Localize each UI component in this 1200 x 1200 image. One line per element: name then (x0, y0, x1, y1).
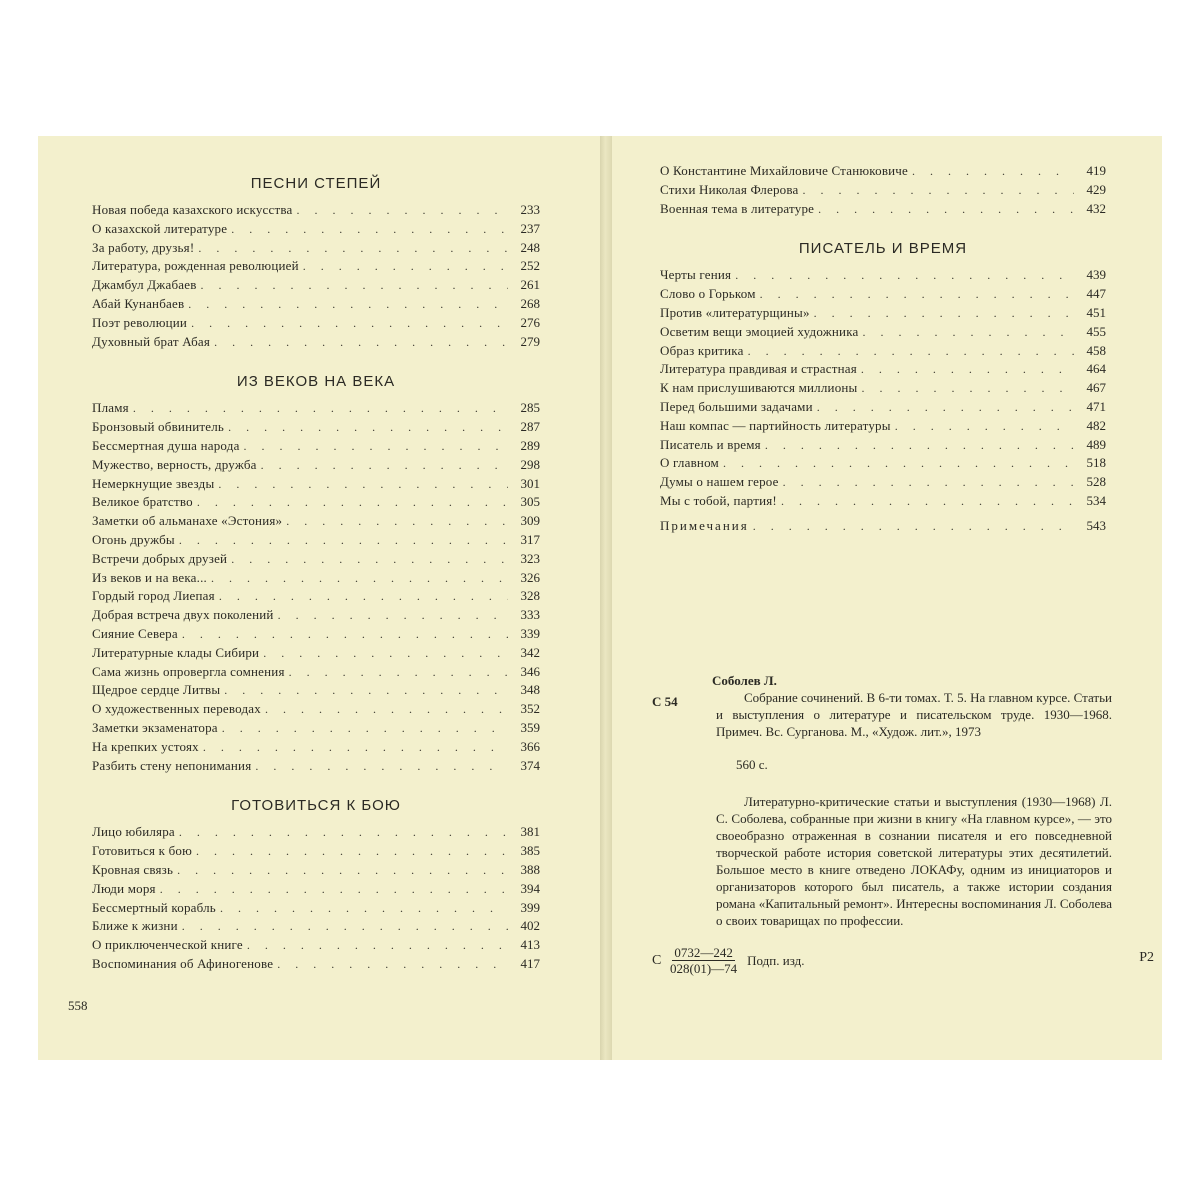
toc-entry-title: Перед большими задачами (660, 398, 813, 414)
toc-entry-page: 482 (1086, 417, 1106, 433)
dot-leader (278, 606, 508, 625)
toc-entry-title: Бессмертная душа народа (92, 437, 240, 453)
section-title: ПЕСНИ СТЕПЕЙ (250, 175, 382, 192)
toc-entry (92, 531, 540, 550)
toc-entry-page: 276 (520, 314, 540, 330)
toc-entry (92, 700, 540, 719)
toc-entry-title: Заметки об альманахе «Эстония» (92, 513, 283, 529)
dot-leader (753, 517, 1074, 536)
toc-entry (92, 295, 540, 314)
toc-entry-title: Думы о нашем герое (660, 474, 779, 490)
dot-leader (203, 738, 508, 757)
toc-entry-page: 534 (1086, 492, 1106, 508)
toc-entry-title: Против «литературщины» (660, 304, 810, 320)
toc-entry-title: Бронзовый обвинитель (92, 419, 225, 435)
toc-entry (92, 550, 540, 569)
toc-entry (92, 201, 540, 220)
toc-entry-page: 305 (520, 494, 540, 510)
toc-entry-title: Мужество, верность, дружба (92, 456, 257, 472)
toc-entry-page: 285 (520, 400, 540, 416)
toc-entry (660, 181, 1106, 200)
toc-entry-title: Поэт революции (92, 314, 188, 330)
dot-leader (286, 512, 508, 531)
toc-entry-page: 374 (520, 757, 540, 773)
toc-entry-page: 359 (520, 719, 540, 735)
dot-leader (818, 200, 1074, 219)
toc-entry-title: О приключенческой книге (92, 937, 243, 953)
toc-entry (660, 285, 1106, 304)
toc-entry-page: 399 (520, 899, 540, 915)
dot-leader (735, 266, 1074, 285)
index-numerator: 0732—242 (674, 945, 733, 960)
dot-leader (765, 436, 1074, 455)
book-gutter (600, 136, 612, 1060)
dot-leader (814, 304, 1074, 323)
biblio-author: Соболев Л. (712, 673, 777, 688)
left-page (38, 136, 600, 1060)
toc-entry (92, 663, 540, 682)
toc-entry-title: Немеркнущие звезды (92, 475, 215, 491)
toc-entry-page: 317 (520, 531, 540, 547)
toc-entry-title: Литература, рожденная революцией (92, 258, 299, 274)
toc-entry-title: Великое братство (92, 494, 193, 510)
toc-entry-page: 419 (1086, 163, 1106, 178)
toc-entry-title: Абай Кунанбаев (92, 295, 185, 311)
toc-entry (92, 257, 540, 276)
toc-entry-page: 528 (1086, 474, 1106, 490)
toc-entry (92, 738, 540, 757)
toc-entry-title: О художественных переводах (92, 701, 261, 717)
toc-entry-page: 237 (520, 220, 540, 236)
toc-entry-title: Литературные клады Сибири (92, 644, 260, 660)
toc-entry-page: 346 (520, 663, 540, 679)
toc-entry (92, 842, 540, 861)
dot-leader (723, 454, 1074, 473)
toc-entry (92, 955, 540, 974)
dot-leader (198, 239, 508, 258)
toc-entry-page: 543 (1086, 517, 1106, 533)
toc-entry (660, 398, 1106, 417)
section-title: ГОТОВИТЬСЯ К БОЮ (231, 797, 401, 815)
toc-entry-page: 518 (1086, 455, 1106, 471)
toc-entry-page: 417 (520, 955, 540, 971)
right-page (612, 136, 1162, 1060)
section-title: ИЗ ВЕКОВ НА ВЕКА (236, 373, 396, 391)
toc-entry-title: О казахской литературе (92, 220, 228, 236)
toc-entry (660, 304, 1106, 323)
toc-entry-page: 432 (1086, 200, 1106, 216)
toc-entry-page: 455 (1086, 323, 1106, 339)
toc-entry-title: Слово о Горьком (660, 286, 756, 302)
toc-entry (660, 417, 1106, 436)
right-table-of-contents (660, 162, 1106, 536)
toc-entry-title: Новая победа казахского искусства (92, 202, 293, 217)
toc-entry-page: 339 (520, 625, 540, 641)
biblio-code: С 54 (652, 694, 678, 709)
toc-entry-title: Сияние Севера (92, 625, 178, 641)
toc-entry-page: 348 (520, 682, 540, 698)
toc-entry-title: Заметки экзаменатора (92, 719, 218, 735)
toc-entry (92, 757, 540, 776)
toc-entry (92, 220, 540, 239)
toc-entry (92, 587, 540, 606)
toc-entry (660, 200, 1106, 219)
toc-entry (92, 880, 540, 899)
toc-entry (660, 454, 1106, 473)
toc-entry (92, 456, 540, 475)
biblio-pages: 560 с. (736, 757, 768, 772)
toc-entry-page: 471 (1086, 398, 1106, 414)
toc-entry-page: 467 (1086, 380, 1106, 396)
dot-leader (224, 681, 508, 700)
toc-entry-page: 279 (520, 333, 540, 349)
toc-entry-page: 289 (520, 437, 540, 453)
toc-entry-page: 489 (1086, 436, 1106, 452)
toc-entry (92, 475, 540, 494)
toc-entry (660, 342, 1106, 361)
toc-entry-page: 323 (520, 550, 540, 566)
toc-entry (92, 276, 540, 295)
toc-entry (92, 399, 540, 418)
toc-entry (92, 644, 540, 663)
toc-entry-title: Из веков и на века... (92, 569, 208, 585)
dot-leader (220, 899, 508, 918)
toc-entry (92, 437, 540, 456)
index-letter: С (652, 953, 662, 968)
toc-entry (92, 823, 540, 842)
dot-leader (748, 342, 1074, 361)
toc-entry (92, 606, 540, 625)
dot-leader (182, 625, 508, 644)
dot-leader (191, 314, 508, 333)
toc-entry-notes (660, 517, 1106, 536)
toc-entry-title: Стихи Николая Флерова (660, 181, 799, 197)
toc-entry-title: Литература правдивая и страстная (660, 361, 857, 377)
dot-leader (247, 936, 508, 955)
toc-entry (92, 917, 540, 936)
toc-entry-title: Кровная связь (92, 861, 174, 877)
dot-leader (261, 456, 508, 475)
toc-entry-page: 233 (520, 202, 540, 217)
dot-leader (297, 201, 508, 220)
biblio-description: Собрание сочинений. В 6-ти томах. Т. 5. На главном курсе. Статьи и выступления о литературе и писательском труде. 1930—1968. Примеч. Вс. Сурганова. М., «Худож. лит.», 1973 (716, 690, 1112, 739)
dot-leader (231, 550, 508, 569)
dot-leader (231, 220, 508, 239)
toc-entry-title: Готовиться к бою (92, 843, 193, 859)
toc-entry (92, 719, 540, 738)
dot-leader (179, 531, 508, 550)
dot-leader (182, 917, 508, 936)
toc-entry (660, 266, 1106, 285)
toc-entry-page: 385 (520, 843, 540, 859)
toc-entry (92, 512, 540, 531)
toc-entry-title: Духовный брат Абая (92, 333, 211, 349)
dot-leader (781, 492, 1074, 511)
toc-entry-title: Лицо юбиляра (92, 824, 175, 840)
index-denominator: 028(01)—74 (670, 961, 738, 976)
toc-entry-title: Бессмертный корабль (92, 899, 216, 915)
toc-entry-page: 458 (1086, 342, 1106, 358)
toc-entry-title: На крепких устоях (92, 738, 199, 754)
toc-entry-page: 413 (520, 937, 540, 953)
toc-entry-page: 429 (1086, 181, 1106, 197)
dot-leader (277, 955, 508, 974)
toc-entry-title: Осветим вещи эмоцией художника (660, 323, 859, 339)
toc-entry (660, 473, 1106, 492)
toc-entry-title: Ближе к жизни (92, 918, 178, 934)
toc-entry-page: 439 (1086, 267, 1106, 283)
dot-leader (196, 842, 508, 861)
toc-entry (92, 493, 540, 512)
toc-entry (92, 681, 540, 700)
toc-entry-page: 301 (520, 475, 540, 491)
toc-entry (660, 379, 1106, 398)
dot-leader (861, 360, 1074, 379)
toc-entry-title: Огонь дружбы (92, 531, 175, 547)
dot-leader (863, 323, 1075, 342)
toc-entry-page: 464 (1086, 361, 1106, 377)
dot-leader (219, 587, 508, 606)
toc-entry-title: Сама жизнь опровергла сомнения (92, 663, 285, 679)
toc-entry-page: 248 (520, 239, 540, 255)
toc-entry-title: Добрая встреча двух поколений (92, 607, 274, 623)
dot-leader (817, 398, 1074, 417)
biblio-index-line (652, 945, 1112, 976)
toc-entry-page: 342 (520, 644, 540, 660)
toc-entry-page: 309 (520, 513, 540, 529)
dot-leader (289, 663, 508, 682)
toc-entry-title: Щедрое сердце Литвы (92, 682, 221, 698)
toc-entry (660, 323, 1106, 342)
toc-entry-page: 268 (520, 295, 540, 311)
toc-entry-page: 326 (520, 569, 540, 585)
dot-leader (197, 493, 508, 512)
toc-entry-title: Встречи добрых друзей (92, 550, 228, 566)
bibliographic-card (652, 672, 1154, 976)
toc-entry (92, 239, 540, 258)
dot-leader (244, 437, 508, 456)
dot-leader (802, 181, 1074, 200)
toc-entry (92, 936, 540, 955)
toc-entry (660, 360, 1106, 379)
toc-entry-page: 402 (520, 918, 540, 934)
section-title: ПИСАТЕЛЬ И ВРЕМЯ (798, 240, 968, 258)
dot-leader (222, 719, 508, 738)
dot-leader (218, 475, 508, 494)
dot-leader (211, 569, 508, 588)
toc-entry-page: 261 (520, 277, 540, 293)
toc-entry-title: О Константине Михайловиче Станюковиче (660, 163, 909, 178)
toc-entry-title: Мы с тобой, партия! (660, 492, 777, 508)
dot-leader (862, 379, 1075, 398)
toc-entry (92, 625, 540, 644)
dot-leader (783, 473, 1074, 492)
toc-entry-page: 287 (520, 419, 540, 435)
toc-entry-page: 366 (520, 738, 540, 754)
toc-entry-page: 447 (1086, 286, 1106, 302)
toc-entry (92, 899, 540, 918)
toc-entry (92, 418, 540, 437)
dot-leader (177, 861, 508, 880)
toc-entry (660, 492, 1106, 511)
toc-entry-page: 252 (520, 258, 540, 274)
dot-leader (160, 880, 508, 899)
toc-entry-title: Образ критика (660, 342, 744, 358)
toc-entry-title: Разбить стену непонимания (92, 757, 252, 773)
dot-leader (201, 276, 508, 295)
dot-leader (912, 162, 1074, 181)
toc-entry-title: Военная тема в литературе (660, 200, 815, 216)
toc-entry-page: 352 (520, 701, 540, 717)
toc-entry-title: Писатель и время (660, 436, 761, 452)
toc-entry (92, 861, 540, 880)
left-table-of-contents (92, 163, 540, 974)
toc-entry-title: О главном (660, 455, 719, 471)
dot-leader (895, 417, 1074, 436)
toc-entry (660, 436, 1106, 455)
toc-entry-title: К нам прислушиваются миллионы (660, 380, 858, 396)
toc-entry-title: За работу, друзья! (92, 239, 195, 255)
index-note: Подп. изд. (747, 953, 805, 968)
dot-leader (303, 257, 508, 276)
dot-leader (133, 399, 508, 418)
dot-leader (255, 757, 508, 776)
page-number: 558 (68, 998, 88, 1013)
toc-entry (92, 314, 540, 333)
dot-leader (263, 644, 508, 663)
toc-entry-page: 298 (520, 456, 540, 472)
toc-entry-title: Воспоминания об Афиногенове (92, 955, 274, 971)
toc-entry-title: Наш компас — партийность литературы (660, 417, 891, 433)
toc-entry-page: 381 (520, 824, 540, 840)
dot-leader (214, 333, 508, 352)
toc-entry-title: Примечания (660, 517, 749, 533)
dot-leader (188, 295, 508, 314)
toc-entry-title: Пламя (92, 400, 129, 416)
toc-entry-title: Гордый город Лиепая (92, 588, 215, 604)
toc-entry-title: Люди моря (92, 880, 156, 896)
index-fraction (668, 945, 739, 976)
bbk-code: Р2 (1139, 950, 1154, 965)
biblio-annotation: Литературно-критические статьи и выступления (1930—1968) Л. С. Соболева, собранные при жизни в книгу «На главном курсе», — это своеобразно отраженная в сознании писателя и его повседневной творческой работе история советской литературы этих десятилетий. Большое место в книге отведено ЛОКАФу, одним из инициаторов и организаторов которого был писатель, а также истории создания романа «Капитальный ремонт». Интересны воспоминания Л. Соболева о своих товарищах по профессии. (716, 794, 1112, 928)
toc-entry-page: 333 (520, 607, 540, 623)
toc-entry-page: 451 (1086, 304, 1106, 320)
dot-leader (228, 418, 508, 437)
toc-entry (92, 333, 540, 352)
dot-leader (179, 823, 508, 842)
dot-leader (265, 700, 508, 719)
toc-entry-title: Джамбул Джабаев (92, 277, 197, 293)
toc-entry-page: 388 (520, 861, 540, 877)
toc-entry (92, 569, 540, 588)
toc-entry-page: 394 (520, 880, 540, 896)
dot-leader (760, 285, 1074, 304)
toc-entry (660, 162, 1106, 181)
toc-entry-title: Черты гения (660, 267, 732, 283)
toc-entry-page: 328 (520, 588, 540, 604)
